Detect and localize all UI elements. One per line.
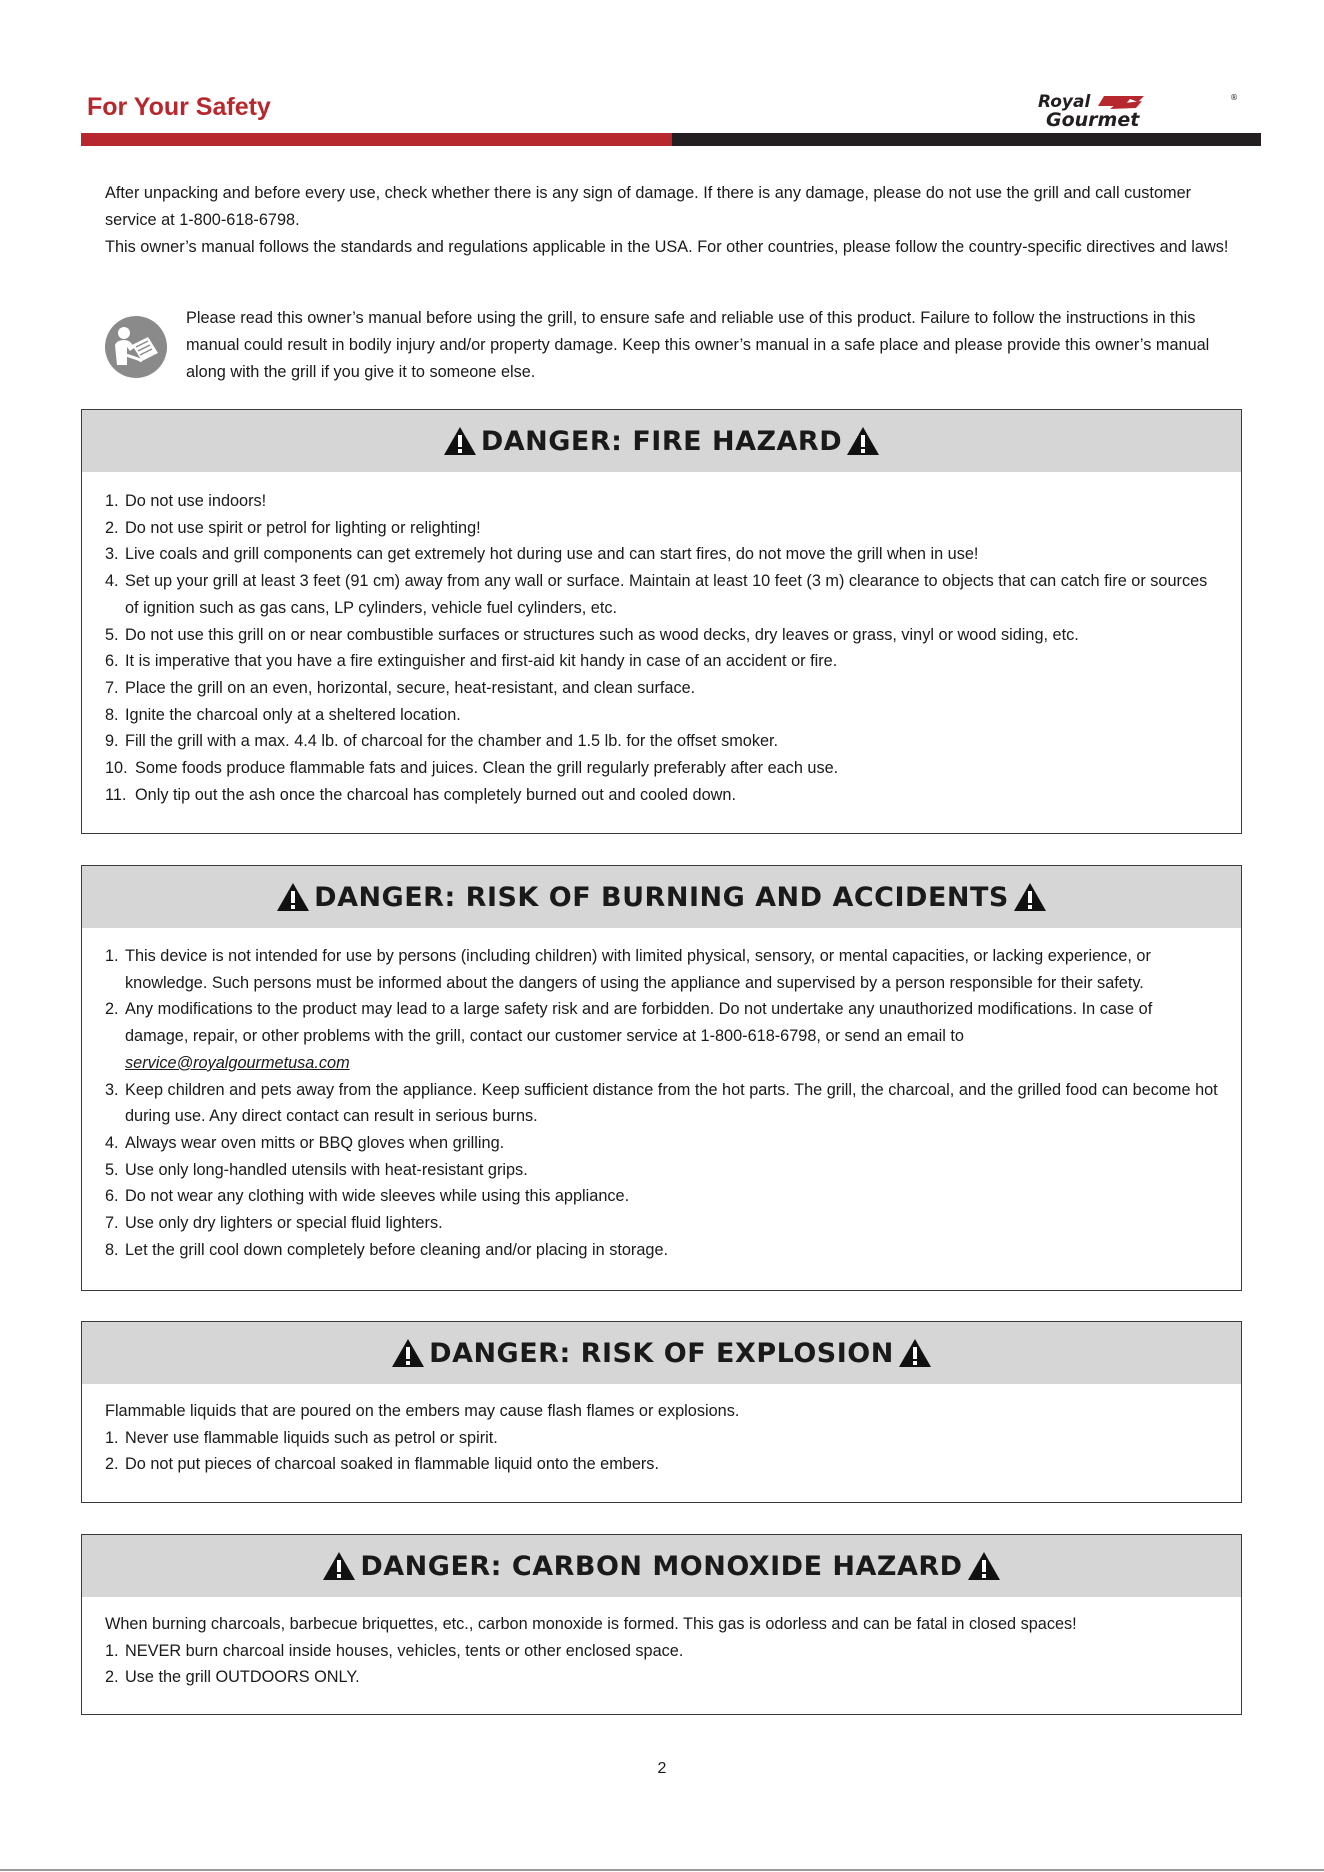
box-lead: Flammable liquids that are poured on the embers may cause flash flames or explosions.: [105, 1402, 740, 1420]
warning-icon: [846, 426, 880, 456]
box-title: DANGER: FIRE HAZARD: [480, 425, 843, 457]
svg-text:Gourmet: Gourmet: [1046, 109, 1140, 128]
fire-hazard-list: [105, 488, 1219, 808]
list-item: 2. Do not use spirit or petrol for lighting or relighting!: [105, 518, 481, 537]
intro-paragraph: After unpacking and before every use, check whether there is any sign of damage. If there is any damage, please do not use the grill and call customer service at 1-800-618-6798.: [105, 184, 1192, 229]
svg-text:Royal: Royal: [1038, 92, 1091, 112]
list-item: 11. Only tip out the ash once the charcoal has completely burned out and cooled down.: [105, 785, 736, 804]
list-item: 6. It is imperative that you have a fire extinguisher and first-aid kit handy in case of an accident or fire.: [105, 652, 838, 671]
warning-icon: [391, 1338, 425, 1368]
box-title: DANGER: RISK OF EXPLOSION: [429, 1337, 894, 1369]
list-item: 1. This device is not intended for use by persons (including children) with limited physical, sensory, or mental capacities, or lacking experience, or knowledge. Such persons must be informed about the dangers of using the appliance and supervised by a person responsible for their safety.: [105, 947, 1151, 992]
list-item: 7. Use only dry lighters or special fluid lighters.: [105, 1214, 443, 1233]
list-item: 2. Any modifications to the product may lead to a large safety risk and are forbidden. Do not undertake any unauthorized modifications. In case of damage, repair, or other problems with the grill, contact our customer service at 1-800-618-6798, or send an email to service@royalgourmetusa.com: [105, 996, 1219, 1076]
read-manual-icon: [104, 315, 168, 379]
list-item: 8. Let the grill cool down completely before cleaning and/or placing in storage.: [105, 1240, 669, 1259]
list-item: 3. Live coals and grill components can get extremely hot during use and can start fires, do not move the grill when in use!: [105, 545, 979, 564]
list-item: 10. Some foods produce flammable fats and juices. Clean the grill regularly preferably after each use.: [105, 759, 839, 778]
list-item: 2. Use the grill OUTDOORS ONLY.: [105, 1668, 360, 1687]
service-email-link[interactable]: service@royalgourmetusa.com: [125, 1053, 350, 1072]
list-item: 7. Place the grill on an even, horizontal, secure, heat-resistant, and clean surface.: [105, 678, 696, 697]
page-number: 2: [657, 1760, 667, 1777]
list-item: 4. Always wear oven mitts or BBQ gloves when grilling.: [105, 1133, 505, 1152]
carbon-monoxide-list: [105, 1638, 1219, 1691]
list-item: 3. Keep children and pets away from the appliance. Keep sufficient distance from the hot parts. The grill, the charcoal, and the grilled food can become hot during use. Any direct contact can result in serious burns.: [105, 1080, 1218, 1126]
brand-logo: [1038, 92, 1238, 128]
warning-icon: [276, 882, 310, 912]
list-item: 5. Use only long-handled utensils with heat-resistant grips.: [105, 1160, 528, 1179]
warning-icon: [1013, 882, 1047, 912]
list-item: 2. Do not put pieces of charcoal soaked in flammable liquid onto the embers.: [105, 1455, 659, 1474]
box-lead: When burning charcoals, barbecue briquettes, etc., carbon monoxide is formed. This gas is odorless and can be fatal in closed spaces!: [105, 1615, 1077, 1633]
list-item: 1. Never use flammable liquids such as petrol or spirit.: [105, 1428, 498, 1447]
list-item: 6. Do not wear any clothing with wide sleeves while using this appliance.: [105, 1187, 630, 1206]
box-header: [82, 1535, 1241, 1597]
explosion-list: [105, 1425, 1219, 1478]
warning-icon: [898, 1338, 932, 1368]
list-item: 5. Do not use this grill on or near combustible surfaces or structures such as wood decks, dry leaves or grass, vinyl or wood siding, etc.: [105, 625, 1079, 644]
list-item: 9. Fill the grill with a max. 4.4 lb. of charcoal for the chamber and 1.5 lb. for the offset smoker.: [105, 732, 779, 751]
burning-accidents-box: [81, 865, 1242, 1291]
burning-accidents-list: [105, 943, 1219, 1263]
box-header: [82, 410, 1241, 472]
svg-text:®: ®: [1230, 93, 1238, 102]
page-title: For Your Safety: [87, 93, 271, 121]
intro-paragraph: This owner’s manual follows the standards and regulations applicable in the USA. For other countries, please follow the country-specific directives and laws!: [105, 238, 1229, 256]
header-bar-dark: [672, 133, 1261, 146]
fire-hazard-box: [81, 409, 1242, 834]
bottom-divider: [0, 1869, 1324, 1871]
intro-text: [105, 180, 1235, 261]
carbon-monoxide-box: [81, 1534, 1242, 1715]
list-item: 1. Do not use indoors!: [105, 492, 267, 510]
box-title: DANGER: RISK OF BURNING AND ACCIDENTS: [314, 881, 1009, 913]
box-title: DANGER: CARBON MONOXIDE HAZARD: [360, 1550, 963, 1582]
list-item: 8. Ignite the charcoal only at a sheltered location.: [105, 705, 461, 724]
warning-icon: [322, 1551, 356, 1581]
warning-icon: [967, 1551, 1001, 1581]
list-item: 4. Set up your grill at least 3 feet (91 cm) away from any wall or surface. Maintain at least 10 feet (3 m) clearance to objects that can catch fire or sources of ignition such as gas cans, LP cylinders, vehicle fuel cylinders, etc.: [105, 572, 1208, 617]
list-item: 1. NEVER burn charcoal inside houses, vehicles, tents or other enclosed space.: [105, 1641, 684, 1660]
read-manual-text: Please read this owner’s manual before using the grill, to ensure safe and reliable use of this product. Failure to follow the instructions in this manual could result in bodily injury and/or property damage. Keep this owner’s manual in a safe place and please provide this owner’s manual along with the grill if you give it to someone else.: [186, 309, 1210, 381]
box-header: [82, 866, 1241, 928]
explosion-box: [81, 1321, 1242, 1503]
header-bar-red: [81, 133, 672, 146]
box-header: [82, 1322, 1241, 1384]
warning-icon: [443, 426, 477, 456]
